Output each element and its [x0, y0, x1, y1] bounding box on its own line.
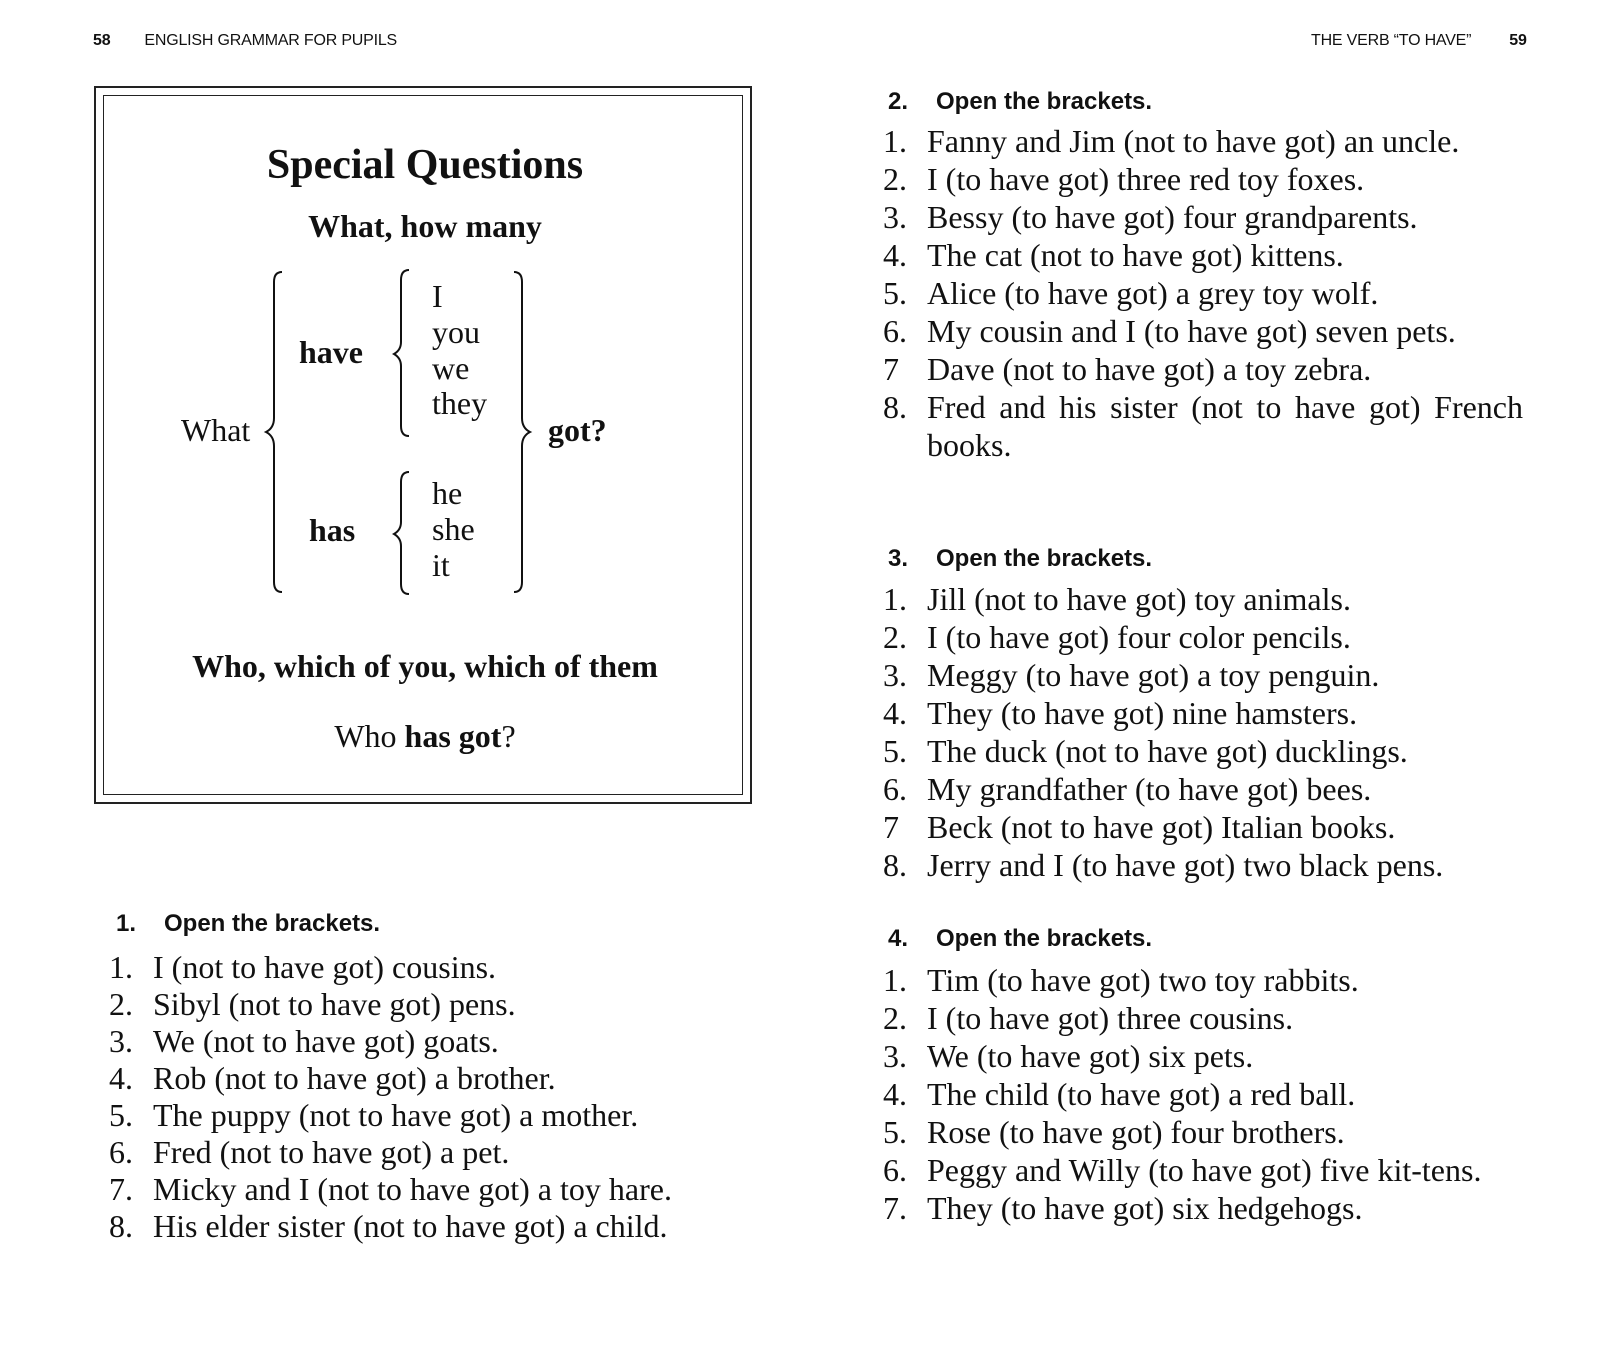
item-text: They (to have got) six hedgehogs.	[927, 1190, 1363, 1226]
item-number: 1.	[883, 581, 907, 617]
item-text: The child (to have got) a red ball.	[927, 1076, 1356, 1112]
item-text: Beck (not to have got) Italian books.	[927, 809, 1396, 845]
exercise-4-instruction: Open the brackets.	[936, 925, 1153, 952]
item-text: Bessy (to have got) four grandparents.	[927, 199, 1418, 235]
item-text: We (to have got) six pets.	[927, 1038, 1254, 1074]
exercise-1-heading	[116, 910, 380, 938]
item-number: 5.	[883, 1114, 907, 1150]
exercise-item	[883, 580, 1523, 618]
item-text: I (to have got) three red toy foxes.	[927, 161, 1365, 197]
item-text: Jill (not to have got) toy animals.	[927, 581, 1351, 617]
exercise-item	[883, 1189, 1523, 1227]
exercise-1-list	[109, 949, 759, 1245]
item-number: 3.	[883, 199, 907, 235]
who-has-got-line	[104, 718, 746, 755]
exercise-3-heading	[888, 545, 1152, 573]
exercise-3-list	[883, 580, 1523, 884]
exercise-item	[109, 1023, 759, 1060]
right-page-header	[1311, 32, 1527, 50]
item-text: Meggy (to have got) a toy penguin.	[927, 657, 1380, 693]
item-text: They (to have got) nine hamsters.	[927, 695, 1358, 731]
what-word: What	[181, 412, 251, 448]
got-word: got?	[548, 412, 607, 448]
exercise-item	[109, 986, 759, 1023]
exercise-4-list	[883, 961, 1523, 1227]
exercise-3-number: 3.	[888, 545, 909, 572]
item-text: My grandfather (to have got) bees.	[927, 771, 1372, 807]
item-text: We (not to have got) goats.	[153, 1023, 499, 1059]
exercise-item	[883, 618, 1523, 656]
exercise-item	[883, 236, 1523, 274]
exercise-item	[883, 160, 1523, 198]
exercise-item	[883, 1113, 1523, 1151]
left-page-header	[93, 32, 397, 50]
item-number: 3.	[109, 1023, 133, 1059]
item-number: 6.	[883, 313, 907, 349]
big-left-brace	[266, 272, 282, 592]
item-text: Micky and I (not to have got) a toy hare.	[153, 1171, 672, 1207]
item-number: 2.	[883, 161, 907, 197]
item-text: Rob (not to have got) a brother.	[153, 1060, 556, 1096]
left-running-title: ENGLISH GRAMMAR FOR PUPILS	[144, 32, 398, 49]
item-number: 7.	[109, 1171, 133, 1207]
item-number: 4.	[883, 1076, 907, 1112]
item-text: Alice (to have got) a grey toy wolf.	[927, 275, 1379, 311]
item-text: Sibyl (not to have got) pens.	[153, 986, 516, 1022]
item-number: 2.	[883, 1000, 907, 1036]
exercise-item	[109, 949, 759, 986]
exercise-item	[883, 388, 1523, 464]
item-number: 6.	[883, 1152, 907, 1188]
item-number: 7.	[883, 1190, 907, 1226]
item-text: Peggy and Willy (to have got) five kit-tens.	[927, 1152, 1482, 1188]
box-subtitle: What, how many	[308, 208, 542, 244]
item-number: 1.	[883, 962, 907, 998]
exercise-item	[883, 732, 1523, 770]
left-page-number: 58	[93, 32, 111, 49]
special-questions-inner-frame	[103, 95, 743, 795]
exercise-item	[109, 1171, 759, 1208]
exercise-item	[883, 274, 1523, 312]
item-number: 8.	[883, 389, 907, 425]
big-right-brace	[514, 272, 530, 592]
item-number: 4.	[109, 1060, 133, 1096]
item-text: The duck (not to have got) ducklings.	[927, 733, 1408, 769]
pronoun-he: he	[432, 475, 463, 511]
item-text: Tim (to have got) two toy rabbits.	[927, 962, 1359, 998]
item-text: Dave (not to have got) a toy zebra.	[927, 351, 1372, 387]
exercise-item	[883, 999, 1523, 1037]
item-number: 7	[883, 351, 899, 387]
has-pronoun-brace	[394, 472, 409, 594]
have-pronoun-brace	[394, 270, 409, 436]
item-text: Fred and his sister (not to have got) French books.	[927, 389, 1523, 463]
exercise-item	[109, 1097, 759, 1134]
item-number: 4.	[883, 237, 907, 273]
exercise-item	[109, 1060, 759, 1097]
item-text: I (not to have got) cousins.	[153, 949, 497, 985]
have-word: have	[299, 334, 363, 370]
item-text: Fred (not to have got) a pet.	[153, 1134, 510, 1170]
item-number: 3.	[883, 1038, 907, 1074]
exercise-item	[883, 770, 1523, 808]
item-text: Fanny and Jim (not to have got) an uncle.	[927, 123, 1460, 159]
item-text: His elder sister (not to have got) a child.	[153, 1208, 668, 1244]
right-running-title: THE VERB “TO HAVE”	[1311, 32, 1472, 49]
item-number: 5.	[883, 733, 907, 769]
pronoun-she: she	[432, 511, 475, 547]
item-number: 2.	[883, 619, 907, 655]
item-number: 1.	[109, 949, 133, 985]
exercise-item	[883, 656, 1523, 694]
item-text: The cat (not to have got) kittens.	[927, 237, 1344, 273]
item-number: 1.	[883, 123, 907, 159]
item-number: 8.	[883, 847, 907, 883]
item-number: 6.	[883, 771, 907, 807]
pronoun-you: you	[432, 314, 480, 350]
exercise-item	[883, 1075, 1523, 1113]
exercise-2-list	[883, 122, 1523, 464]
exercise-1-instruction: Open the brackets.	[164, 910, 381, 937]
pronoun-we: we	[432, 350, 470, 386]
exercise-2-heading	[888, 88, 1152, 116]
exercise-item	[883, 1037, 1523, 1075]
exercise-item	[883, 694, 1523, 732]
item-text: My cousin and I (to have got) seven pets.	[927, 313, 1456, 349]
item-number: 2.	[109, 986, 133, 1022]
item-number: 3.	[883, 657, 907, 693]
right-page-number: 59	[1509, 32, 1527, 49]
item-number: 5.	[109, 1097, 133, 1133]
exercise-1-number: 1.	[116, 910, 137, 937]
pronoun-i: I	[432, 278, 443, 314]
pronoun-they: they	[432, 385, 488, 421]
exercise-item	[883, 312, 1523, 350]
exercise-2-instruction: Open the brackets.	[936, 88, 1153, 115]
item-number: 4.	[883, 695, 907, 731]
item-text: Jerry and I (to have got) two black pens.	[927, 847, 1444, 883]
exercise-item	[883, 198, 1523, 236]
box-title: Special Questions	[266, 142, 584, 188]
exercise-item	[883, 808, 1523, 846]
has-got-bold: has got	[404, 718, 502, 754]
special-questions-box	[94, 86, 752, 804]
exercise-item	[883, 122, 1523, 160]
item-number: 8.	[109, 1208, 133, 1244]
exercise-item	[883, 961, 1523, 999]
item-text: I (to have got) four color pencils.	[927, 619, 1351, 655]
item-number: 5.	[883, 275, 907, 311]
exercise-item	[109, 1134, 759, 1171]
item-number: 7	[883, 809, 899, 845]
question-mark: ?	[501, 718, 516, 754]
item-text: I (to have got) three cousins.	[927, 1000, 1294, 1036]
exercise-3-instruction: Open the brackets.	[936, 545, 1153, 572]
item-text: The puppy (not to have got) a mother.	[153, 1097, 639, 1133]
exercise-item	[109, 1208, 759, 1245]
exercise-4-heading	[888, 925, 1152, 953]
pronoun-it: it	[432, 547, 450, 583]
who-which-line: Who, which of you, which of them	[192, 648, 658, 684]
item-text: Rose (to have got) four brothers.	[927, 1114, 1345, 1150]
exercise-4-number: 4.	[888, 925, 909, 952]
exercise-item	[883, 350, 1523, 388]
exercise-item	[883, 846, 1523, 884]
exercise-2-number: 2.	[888, 88, 909, 115]
who-word: Who	[334, 718, 397, 754]
item-number: 6.	[109, 1134, 133, 1170]
has-word: has	[309, 512, 356, 548]
exercise-item	[883, 1151, 1523, 1189]
